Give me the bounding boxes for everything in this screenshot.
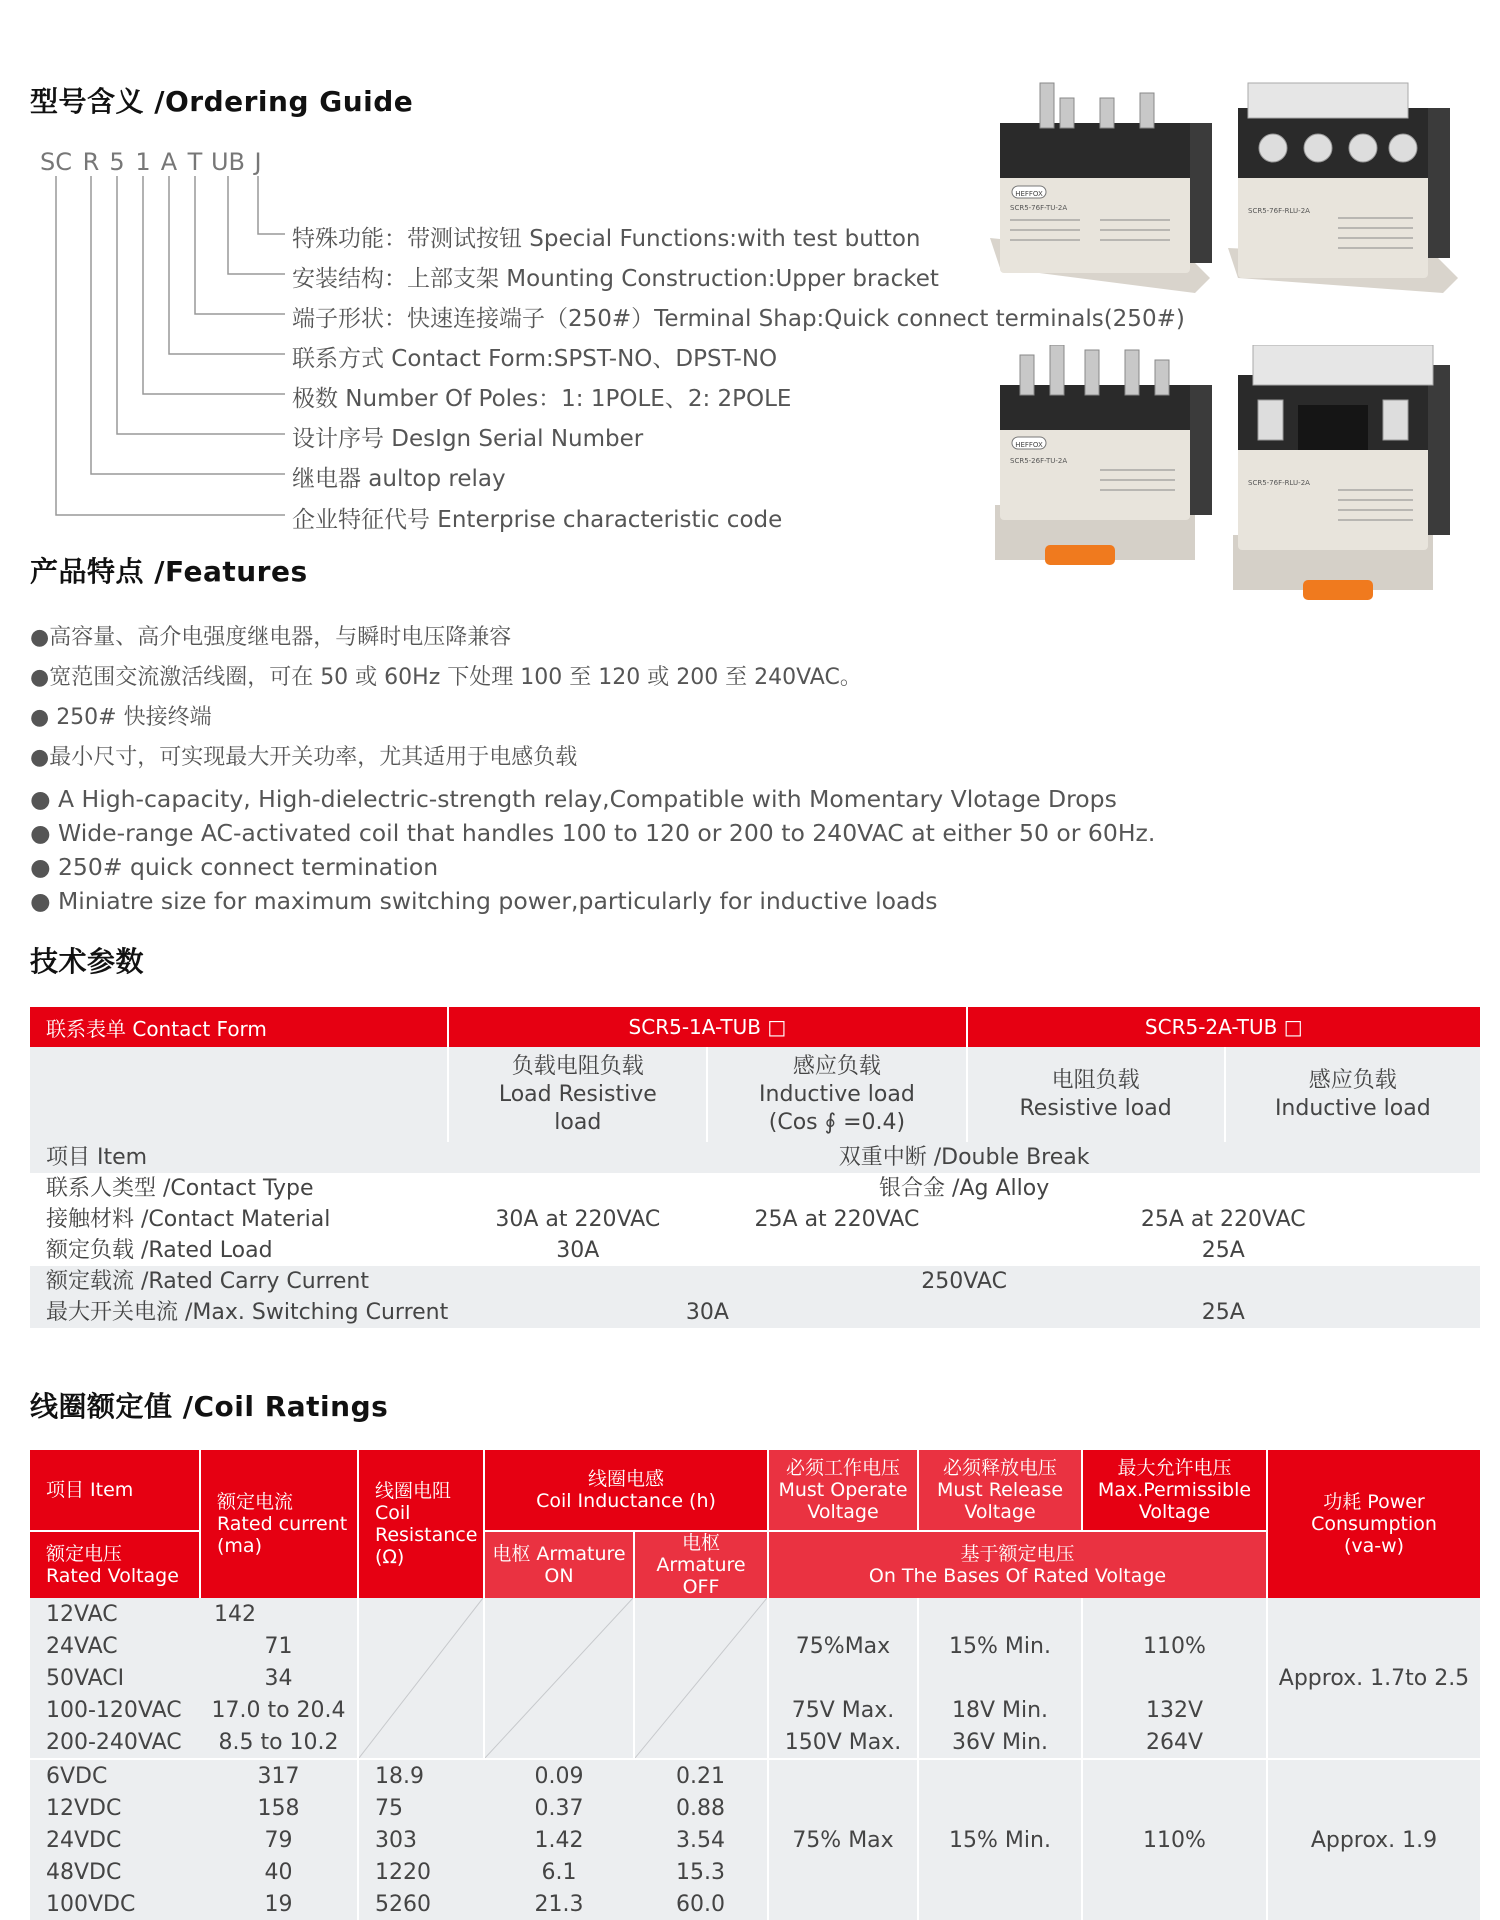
coil-armature-off: 0.88	[634, 1792, 768, 1824]
coil-max-permissible: 132V	[1082, 1694, 1267, 1726]
coil-must-operate: 75%Max	[768, 1598, 918, 1694]
relay-photo-4	[1228, 345, 1468, 605]
tech-label: 额定载流 /Rated Carry Current	[30, 1266, 448, 1297]
tech-row-carry-current	[30, 1266, 1480, 1297]
code-letter: R	[82, 148, 100, 176]
tech-header-1a: SCR5-1A-TUB □	[448, 1007, 966, 1047]
photo-brand: HEFFOX	[1015, 441, 1043, 449]
photo-model: SCR5-26F-TU-2A	[1010, 457, 1068, 465]
guide-label-serial: 设计序号 DesIgn Serial Number	[292, 426, 644, 452]
coil-header-resistance: 线圈电阻 Coil Resistance (Ω)	[358, 1450, 484, 1598]
coil-header-power: 功耗 Power Consumption (va-w)	[1267, 1450, 1480, 1598]
features-title: 产品特点 /Features	[30, 555, 308, 588]
tech-subheader-row	[30, 1047, 1480, 1142]
coil-armature-off: 3.54	[634, 1824, 768, 1856]
coil-current: 19	[200, 1888, 358, 1920]
feature-item-zh: ● 250# 快接终端	[30, 705, 212, 730]
coil-header-current: 额定电流 Rated current (ma)	[200, 1450, 358, 1598]
tech-label: 项目 Item	[30, 1142, 448, 1173]
coil-current: 158	[200, 1792, 358, 1824]
guide-label-special-functions: 特殊功能：带测试按钮 Special Functions:with test button	[292, 226, 921, 252]
coil-header-armature-off: 电枢 Armature OFF	[634, 1531, 768, 1598]
coil-must-release: 15% Min.	[918, 1598, 1082, 1694]
coil-header-row-1	[30, 1450, 1480, 1531]
tech-header-2a: SCR5-2A-TUB □	[967, 1007, 1480, 1047]
coil-resistance: 75	[358, 1792, 484, 1824]
coil-voltage: 12VAC	[30, 1598, 200, 1630]
coil-voltage: 24VAC	[30, 1630, 200, 1662]
tech-value: 30A	[556, 1238, 600, 1263]
coil-armature-on: 1.42	[484, 1824, 634, 1856]
tech-value: 25A at 220VAC	[754, 1207, 920, 1232]
tech-row-max-switching	[30, 1297, 1480, 1328]
coil-armature-off: 15.3	[634, 1856, 768, 1888]
photo-model: SCR5-76F-TU-2A	[1010, 204, 1068, 212]
feature-item-en: ● Wide-range AC-activated coil that handles 100 to 120 or 200 to 240VAC at either 50 or 60Hz.	[30, 819, 1156, 847]
tech-value: 25A	[967, 1297, 1480, 1328]
tech-label: 接触材料 /Contact Material	[46, 1207, 331, 1232]
guide-label-enterprise: 企业特征代号 Enterprise characteristic code	[292, 507, 783, 533]
coil-title: 线圈额定值 /Coil Ratings	[30, 1390, 389, 1423]
tech-label: 额定负载 /Rated Load	[46, 1238, 273, 1263]
tech-header-row	[30, 1007, 1480, 1047]
code-letter: 5	[109, 148, 125, 176]
coil-current: 71	[200, 1630, 358, 1662]
coil-must-operate: 75% Max	[768, 1759, 918, 1920]
tech-value: 250VAC	[448, 1266, 1480, 1297]
tech-sub-inductive-2: 感应负载 Inductive load	[1225, 1047, 1480, 1142]
coil-power: Approx. 1.9	[1267, 1759, 1480, 1920]
coil-armature-on: 21.3	[484, 1888, 634, 1920]
feature-item-zh: ●宽范围交流激活线圈，可在 50 或 60Hz 下处理 100 至 120 或 200 至 240VAC。	[30, 665, 862, 690]
feature-item-en: ● 250# quick connect termination	[30, 853, 439, 881]
tech-row-contact-type	[30, 1173, 1480, 1204]
code-letter: UB	[210, 148, 246, 176]
tech-label: 最大开关电流 /Max. Switching Current	[30, 1297, 448, 1328]
coil-current: 17.0 to 20.4	[200, 1694, 358, 1726]
tech-value: 25A	[1201, 1238, 1245, 1263]
code-letter: T	[187, 148, 203, 176]
coil-armature-on-na	[484, 1598, 634, 1759]
tech-table	[30, 1007, 1480, 1328]
guide-label-contact-form: 联系方式 Contact Form:SPST-NO、DPST-NO	[292, 346, 778, 372]
coil-resistance: 18.9	[358, 1759, 484, 1792]
relay-photo-2	[1228, 78, 1468, 308]
tech-sub-inductive: 感应负载 Inductive load (Cos ∮ =0.4)	[707, 1047, 966, 1142]
tech-subheader-blank	[30, 1047, 448, 1142]
tech-title: 技术参数	[30, 945, 145, 978]
coil-armature-on: 0.37	[484, 1792, 634, 1824]
coil-voltage: 200-240VAC	[30, 1726, 200, 1759]
coil-voltage: 100VDC	[30, 1888, 200, 1920]
coil-armature-on: 0.09	[484, 1759, 634, 1792]
coil-row-ac	[30, 1598, 1480, 1630]
relay-photo-1	[990, 78, 1230, 308]
guide-label-poles: 极数 Number Of Poles：1: 1POLE、2: 2POLE	[292, 386, 792, 412]
tech-blank	[707, 1235, 966, 1266]
coil-header-voltage: 额定电压 Rated Voltage	[30, 1531, 200, 1598]
tech-sub-resistive: 电阻负载 Resistive load	[967, 1047, 1225, 1142]
coil-power: Approx. 1.7to 2.5	[1267, 1598, 1480, 1759]
coil-resistance: 5260	[358, 1888, 484, 1920]
code-letter: 1	[135, 148, 151, 176]
coil-voltage: 48VDC	[30, 1856, 200, 1888]
coil-max-permissible: 110%	[1082, 1759, 1267, 1920]
coil-current: 40	[200, 1856, 358, 1888]
coil-armature-off: 60.0	[634, 1888, 768, 1920]
coil-must-operate: 150V Max.	[768, 1726, 918, 1759]
coil-current: 142	[200, 1598, 358, 1630]
tech-label: 联系人类型 /Contact Type	[46, 1176, 314, 1201]
coil-header-item: 项目 Item	[30, 1450, 200, 1531]
coil-resistance-na	[358, 1598, 484, 1759]
feature-item-en: ● Miniatre size for maximum switching power,particularly for inductive loads	[30, 887, 938, 915]
tech-row-item	[30, 1142, 1480, 1173]
guide-label-terminal: 端子形状：快速连接端子（250#）Terminal Shap:Quick connect terminals(250#)	[292, 306, 1185, 332]
coil-current: 8.5 to 10.2	[200, 1726, 358, 1759]
coil-voltage: 50VACI	[30, 1662, 200, 1694]
coil-header-inductance: 线圈电感 Coil Inductance (h)	[484, 1450, 768, 1531]
feature-item-zh: ●最小尺寸，可实现最大开关功率，尤其适用于电感负载	[30, 745, 578, 770]
coil-voltage: 24VDC	[30, 1824, 200, 1856]
guide-label-relay: 继电器 aultop relay	[292, 466, 506, 492]
coil-armature-off-na	[634, 1598, 768, 1759]
coil-voltage: 100-120VAC	[30, 1694, 200, 1726]
feature-item-en: ● A High-capacity, High-dielectric-strength relay,Compatible with Momentary Vlotage Drops	[30, 785, 1117, 813]
photo-model: SCR5-76F-RLU-2A	[1248, 207, 1310, 215]
coil-table	[30, 1450, 1480, 1920]
coil-must-release: 18V Min.	[918, 1694, 1082, 1726]
coil-header-basis: 基于额定电压 On The Bases Of Rated Voltage	[768, 1531, 1267, 1598]
coil-current: 79	[200, 1824, 358, 1856]
coil-row-dc	[30, 1759, 1480, 1792]
tech-row-material	[30, 1204, 1480, 1235]
photo-brand: HEFFOX	[1015, 190, 1043, 198]
coil-header-armature-on: 电枢 Armature ON	[484, 1531, 634, 1598]
coil-armature-off: 0.21	[634, 1759, 768, 1792]
coil-header-must-release: 必须释放电压 Must Release Voltage	[918, 1450, 1082, 1531]
coil-current: 34	[200, 1662, 358, 1694]
tech-value: 30A	[448, 1297, 966, 1328]
coil-header-must-operate: 必须工作电压 Must Operate Voltage	[768, 1450, 918, 1531]
tech-value: 银合金 /Ag Alloy	[879, 1176, 1050, 1201]
coil-must-release: 36V Min.	[918, 1726, 1082, 1759]
tech-value: 双重中断 /Double Break	[448, 1142, 1480, 1173]
ordering-guide-title: 型号含义 /Ordering Guide	[30, 85, 414, 118]
code-letter: SC	[40, 148, 72, 176]
coil-resistance: 1220	[358, 1856, 484, 1888]
coil-max-permissible: 110%	[1082, 1598, 1267, 1694]
code-letter: A	[160, 148, 178, 176]
photo-model: SCR5-76F-RLU-2A	[1248, 479, 1310, 487]
feature-item-zh: ●高容量、高介电强度继电器，与瞬时电压降兼容	[30, 625, 512, 650]
coil-header-max-permissible: 最大允许电压 Max.Permissible Voltage	[1082, 1450, 1267, 1531]
tech-header-contact-form: 联系表单 Contact Form	[30, 1007, 448, 1047]
ordering-guide-connectors	[0, 0, 300, 530]
coil-armature-on: 6.1	[484, 1856, 634, 1888]
coil-resistance: 303	[358, 1824, 484, 1856]
tech-value: 30A at 220VAC	[495, 1207, 661, 1232]
coil-voltage: 6VDC	[30, 1759, 200, 1792]
relay-photo-3	[990, 345, 1230, 570]
guide-label-mounting: 安装结构：上部支架 Mounting Construction:Upper bracket	[292, 266, 939, 292]
coil-voltage: 12VDC	[30, 1792, 200, 1824]
coil-current: 317	[200, 1759, 358, 1792]
coil-must-release: 15% Min.	[918, 1759, 1082, 1920]
coil-must-operate: 75V Max.	[768, 1694, 918, 1726]
code-letter: J	[254, 148, 262, 176]
tech-row-rated-load	[30, 1235, 1480, 1266]
tech-value: 25A at 220VAC	[1140, 1207, 1306, 1232]
coil-max-permissible: 264V	[1082, 1726, 1267, 1759]
tech-sub-load-resistive: 负载电阻负载 Load Resistive load	[448, 1047, 707, 1142]
